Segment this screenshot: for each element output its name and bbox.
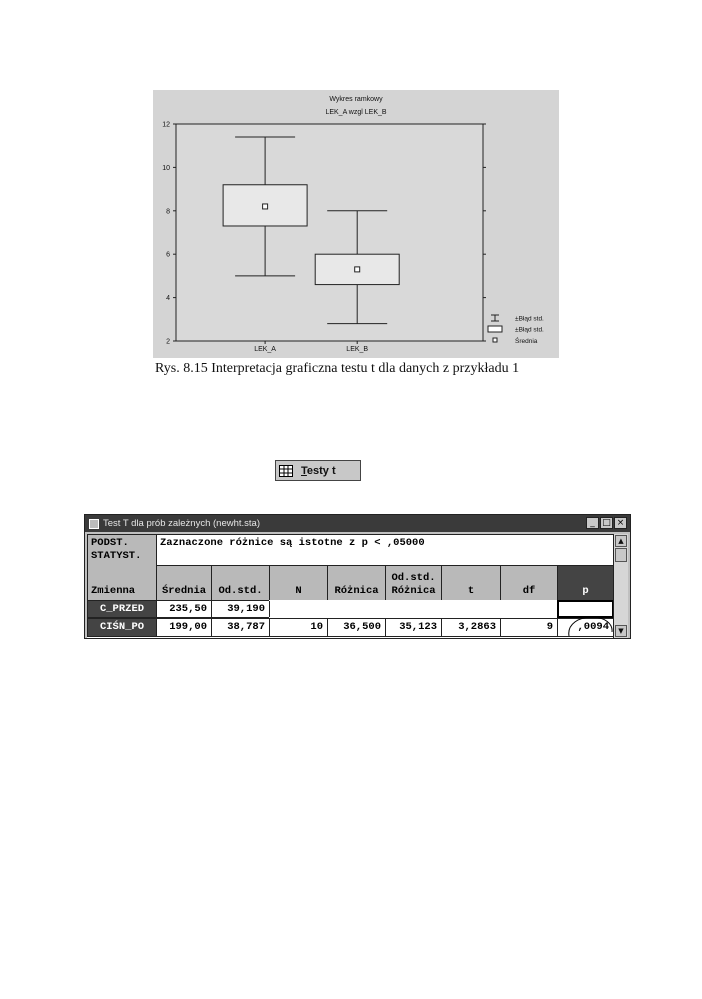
- mean-marker: [355, 267, 360, 272]
- cell-mean[interactable]: 199,00: [156, 618, 212, 637]
- chart-subtitle: LEK_A wzgl LEK_B: [325, 109, 387, 116]
- highlight-circle: [565, 614, 615, 640]
- legend-item-2: ±Błąd std.: [515, 326, 544, 334]
- legend-item-3: Średnia: [515, 338, 538, 345]
- y-tick-label: 10: [162, 164, 170, 172]
- cell-std[interactable]: 38,787: [211, 618, 270, 637]
- col-header-roznica-std[interactable]: [385, 565, 442, 601]
- y-tick-label: 8: [166, 208, 170, 216]
- plot-area: [176, 124, 483, 341]
- statyst-label: STATYST.: [91, 550, 142, 562]
- figure-caption: Rys. 8.15 Interpretacja graficzna testu t dla danych z przykładu 1: [155, 361, 520, 376]
- cell-p[interactable]: ,0094: [557, 618, 614, 637]
- cell-diff[interactable]: 36,500: [327, 618, 386, 637]
- cell-n[interactable]: 10: [269, 618, 328, 637]
- vertical-scrollbar[interactable]: [613, 534, 628, 638]
- legend-box-symbol: [488, 326, 502, 332]
- minimize-button[interactable]: _: [586, 517, 599, 529]
- cell-mean[interactable]: 235,50: [156, 600, 212, 618]
- maximize-button[interactable]: □: [600, 517, 613, 529]
- results-grid: [87, 534, 614, 638]
- y-tick-label: 2: [166, 338, 170, 346]
- col-header-t[interactable]: t: [441, 565, 501, 601]
- chart-title: Wykres ramkowy: [329, 96, 383, 103]
- scroll-down-icon[interactable]: ▼: [615, 625, 627, 637]
- x-tick-label: LEK_A: [254, 346, 276, 353]
- col-header-n[interactable]: N: [269, 565, 328, 601]
- col-header-p[interactable]: p: [557, 565, 614, 601]
- y-tick-label: 6: [166, 251, 170, 259]
- col-header-roznica-std-line1: Od.std.: [391, 572, 436, 584]
- cell-t[interactable]: 3,2863: [441, 618, 501, 637]
- testy-t-label: Testy t: [301, 464, 336, 477]
- significance-notice: Zaznaczone różnice są istotne z p < ,05000: [156, 534, 614, 566]
- table-icon: [279, 465, 293, 477]
- cell-std[interactable]: 39,190: [211, 600, 270, 618]
- col-header-roznica-std-line2: Różnica: [391, 585, 436, 597]
- podst-label: PODST.: [91, 537, 129, 549]
- col-header-srednia[interactable]: Średnia: [156, 565, 212, 601]
- testy-t-button[interactable]: [275, 460, 361, 481]
- row-header-c-przed[interactable]: C_PRZED: [87, 600, 157, 618]
- y-tick-label: 4: [166, 295, 170, 303]
- grid-corner: [87, 534, 157, 601]
- scroll-thumb[interactable]: [615, 548, 627, 562]
- col-header-df[interactable]: df: [500, 565, 558, 601]
- cell-diff-std[interactable]: 35,123: [385, 618, 442, 637]
- cell-df[interactable]: 9: [500, 618, 558, 637]
- close-button[interactable]: ×: [614, 517, 627, 529]
- x-tick-label: LEK_B: [346, 346, 369, 353]
- window-titlebar[interactable]: [85, 515, 630, 532]
- scroll-up-icon[interactable]: ▲: [615, 535, 627, 547]
- legend-mean-symbol: [493, 338, 497, 342]
- row-header-cisn-po[interactable]: CIŚN_PO: [87, 618, 157, 637]
- col-header-roznica[interactable]: Różnica: [327, 565, 386, 601]
- app-icon: [89, 519, 99, 529]
- t-test-window: [84, 514, 631, 639]
- legend-item-1: ±Błąd std.: [515, 315, 544, 323]
- window-title: Test T dla prób zależnych (newht.sta): [103, 518, 261, 529]
- col-header-zmienna: Zmienna: [91, 585, 136, 597]
- y-tick-label: 12: [162, 121, 170, 129]
- box-plot-figure: [153, 90, 559, 358]
- col-header-odstd[interactable]: Od.std.: [211, 565, 270, 601]
- mean-marker: [263, 204, 268, 209]
- box-plot-svg: [153, 90, 559, 358]
